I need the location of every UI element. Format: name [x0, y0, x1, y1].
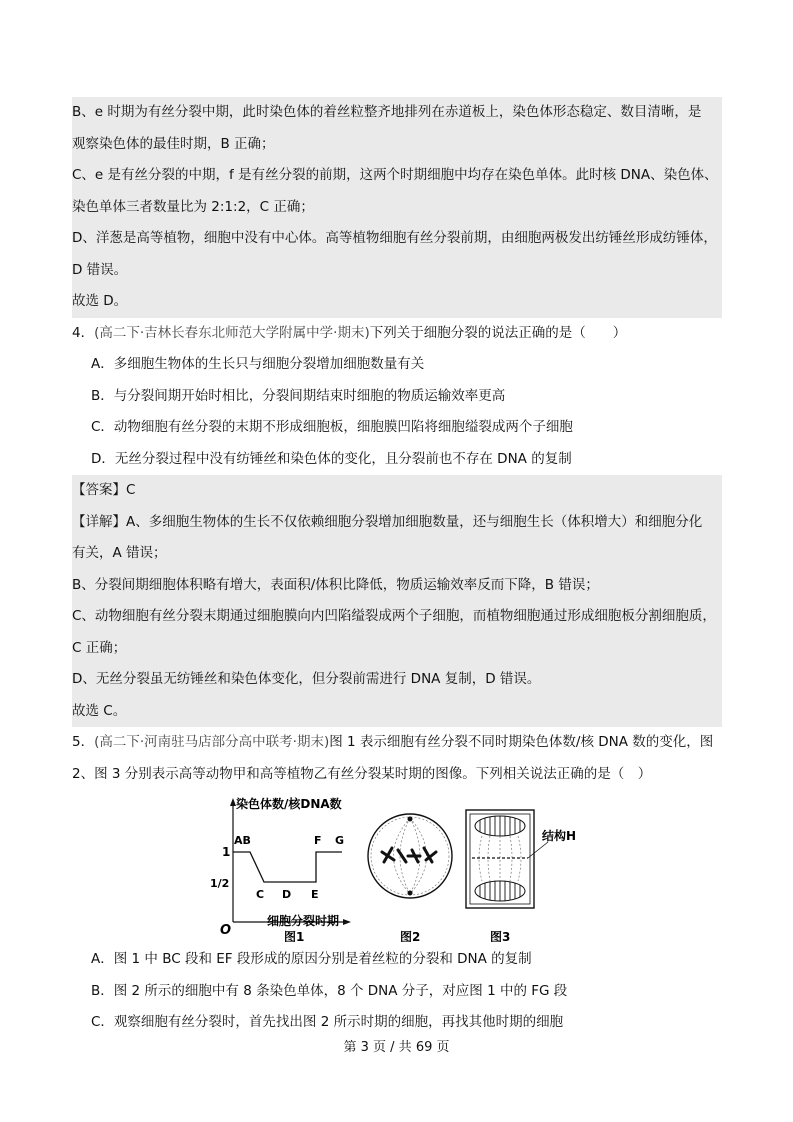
point-label-c: C [256, 888, 265, 901]
centrosome [408, 891, 413, 896]
explanation-line: C、动物细胞有丝分裂末期通过细胞膜向内凹陷缢裂成两个子细胞，而植物细胞通过形成细胞板分割细胞质， [72, 608, 716, 624]
x-axis-label: 细胞分裂时期 [267, 914, 340, 928]
ratio-line [233, 852, 342, 882]
point-label-g: G [335, 834, 345, 847]
explanation-line: B、分裂间期细胞体积略有增大，表面积/体积比降低，物质运输效率反而下降，B 错误； [72, 576, 599, 593]
page-footer: 第 3 页 / 共 69 页 [343, 1040, 450, 1055]
centrosome [408, 817, 413, 822]
explanation-line: 【详解】A、多细胞生物体的生长不仅依赖细胞分裂增加细胞数量，还与细胞生长（体积增大）和细胞分化 [72, 513, 703, 530]
q5-option-a: A．图 1 中 BC 段和 EF 段形成的原因分别是着丝粒的分裂和 DNA 的复制 [91, 951, 532, 967]
answer-line: 【答案】C [72, 482, 136, 498]
x-axis-arrow [343, 919, 351, 925]
caption-figure-1: 图1 [284, 930, 305, 942]
figure-2-animal-cell [368, 814, 452, 898]
explanation-line: C、e 是有丝分裂的中期，f 是有丝分裂的前期，这两个时期细胞中均存在染色单体。此时核 DNA、染色体、 [72, 167, 718, 183]
point-label-e: E [311, 888, 319, 901]
point-label-ab: AB [234, 834, 251, 847]
origin-label: O [220, 923, 232, 938]
q4-stem [72, 318, 722, 350]
point-label-d: D [282, 888, 292, 901]
q4-option-d: D．无丝分裂过程中没有纺锤丝和染色体的变化，且分裂前也不存在 DNA 的复制 [91, 450, 572, 467]
explanation-line: C 正确； [72, 639, 127, 656]
explanation-line: 有关，A 错误； [72, 545, 167, 561]
question-source: (高二下·吉林长春东北师范大学附属中学·期末) [94, 324, 370, 341]
q5-figure [72, 792, 722, 942]
structure-h-label: 结构H [542, 829, 577, 843]
explanation-line: 观察染色体的最佳时期，B 正确； [72, 135, 275, 152]
point-label-f: F [314, 834, 322, 847]
q4-answer-block [72, 475, 722, 727]
q5-stem-line-2: 2、图 3 分别表示高等动物甲和高等植物乙有丝分裂某时期的图像。下列相关说法正确的是（ ） [72, 765, 652, 782]
q5-option-b: B．图 2 所示的细胞中有 8 条染色单体，8 个 DNA 分子，对应图 1 中的 FG 段 [91, 982, 568, 999]
figure-1-graph [210, 796, 351, 938]
explanation-line: D、洋葱是高等植物，细胞中没有中心体。高等植物细胞有丝分裂前期，由细胞两极发出纺锤丝形成纺锤体， [72, 230, 717, 246]
question-number: 5． [72, 734, 95, 750]
q3-explanation [72, 97, 722, 318]
figure-3-plant-cell [466, 810, 576, 908]
q4-option-a: A．多细胞生物体的生长只与细胞分裂增加细胞数量有关 [91, 356, 425, 372]
explanation-line: 故选 D。 [72, 293, 128, 309]
question-source: (高二下·河南驻马店部分高中联考·期末) [94, 734, 330, 750]
structure-h-pointer [528, 842, 548, 858]
q4-option-c: C．动物细胞有丝分裂的末期不形成细胞板，细胞膜凹陷将细胞缢裂成两个子细胞 [91, 419, 573, 435]
y-axis-label: 染色体数/核DNA数 [236, 797, 342, 811]
explanation-line: 故选 C。 [72, 702, 127, 719]
question-text: 图 1 表示细胞有丝分裂不同时期染色体数/核 DNA 数的变化，图 [329, 734, 714, 750]
question-number: 4． [72, 324, 95, 341]
explanation-line: B、e 时期为有丝分裂中期，此时染色体的着丝粒整齐地排列在赤道板上，染色体形态稳定、数目清晰，是 [72, 104, 702, 120]
explanation-line: D、无丝分裂虽无纺锤丝和染色体变化，但分裂前需进行 DNA 复制，D 错误。 [72, 671, 541, 687]
figure-svg [72, 792, 722, 942]
caption-figure-3: 图3 [490, 930, 511, 942]
q4-option-b: B．与分裂间期开始时相比，分裂间期结束时细胞的物质运输效率更高 [91, 387, 506, 404]
question-text: 下列关于细胞分裂的说法正确的是（ ） [369, 324, 627, 341]
chromosomes [382, 848, 436, 862]
tick-label-half: 1/2 [210, 877, 230, 890]
tick-label-1: 1 [222, 845, 231, 859]
page-content [72, 97, 722, 1039]
q5-stem-line-1 [72, 727, 722, 759]
q5-option-c: C．观察细胞有丝分裂时，首先找出图 2 所示时期的细胞，再找其他时期的细胞 [91, 1014, 564, 1030]
explanation-line: 染色单体三者数量比为 2:1:2，C 正确； [72, 198, 314, 215]
explanation-line: D 错误。 [72, 261, 128, 278]
caption-figure-2: 图2 [400, 930, 421, 942]
